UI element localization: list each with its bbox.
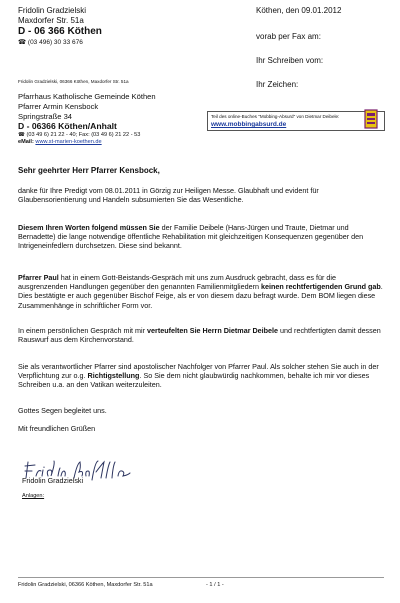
recipient-line2: Pfarrer Armin Kensbock — [18, 102, 99, 111]
paragraph-2 — [18, 223, 384, 251]
sender-phone: ☎ (03 496) 30 33 676 — [18, 39, 83, 46]
recipient-city: D - 06366 Köthen/Anhalt — [18, 121, 117, 131]
signature-name: Fridolin Gradzielski — [22, 476, 84, 485]
sender-name: Fridolin Gradzielski — [18, 6, 87, 15]
paragraph-5-bold: Richtigstellung — [87, 371, 140, 381]
recipient-phone: ☎ (03 49 6) 21 22 - 40; Fax: (03 49 6) 21 22 - 53 — [18, 132, 141, 138]
paragraph-4-text-2: und rechtfertigten damit dessen Rauswurf aus dem Kirchenvorstand. — [18, 326, 381, 345]
attachments-label: Anlagen: — [22, 493, 45, 499]
paragraph-2-text: der Familie Deibele (Hans-Jürgen und Traute, Dietmar und Bernadette) die lange notwendige öffentliche Rehabilitation mit gleichzeitigen Konsequenzen gegenüber den Intrigeneinfedlern durchsetzen. Diese sind bekannt. — [18, 223, 364, 251]
fax-label: vorab per Fax am: — [256, 32, 321, 41]
salutation: Sehr geehrter Herr Pfarrer Kensbock, — [18, 166, 160, 175]
email-link[interactable]: www.st-marien-koethen.de — [35, 139, 102, 145]
paragraph-3-bold-2: keinen rechtfertigenden Grund gab — [260, 282, 381, 292]
book-icon — [363, 108, 379, 130]
paragraph-1: danke für Ihre Predigt vom 08.01.2011 in Görzig zur Heiligen Messe. Glaubhaft und evident für Glaubensorientierung und Handeln subsumierten Sie das Wesentliche. — [18, 186, 319, 205]
closing-blessing: Gottes Segen begleitet uns. — [18, 406, 107, 415]
email-label: eMail: — [18, 139, 34, 145]
paragraph-4 — [18, 326, 384, 344]
paragraph-3 — [18, 273, 384, 310]
recipient-line3: Springstraße 34 — [18, 112, 73, 121]
your-ref-label: Ihr Zeichen: — [256, 80, 299, 89]
paragraph-3-text-1: hat in einem Gott-Beistands-Gespräch mit uns zum Ausdruck gebracht, dass es für die ausgrenzenden Handlungen gegenüber den genannten Familienmitgliedern — [18, 273, 336, 292]
your-letter-label: Ihr Schreiben vom: — [256, 56, 324, 65]
recipient-email-row — [18, 139, 102, 145]
book-box-text: Teil des online-Buches "Mobbing-Absurd" von Dietmar Deibele: — [211, 114, 340, 119]
closing-regards: Mit freundlichen Grüßen — [18, 424, 96, 433]
sender-street: Maxdorfer Str. 51a — [18, 16, 84, 25]
letter-date: Köthen, den 09.01.2012 — [256, 6, 342, 15]
paragraph-5 — [18, 362, 384, 390]
paragraph-4-bold: verteufelten Sie Herrn Dietmar Deibele — [147, 326, 279, 335]
paragraph-3-bold-1: Pfarrer Paul — [18, 273, 59, 282]
paragraph-4-text-1: In einem persönlichen Gespräch mit mir — [18, 326, 148, 335]
footer-page-number: - 1 / 1 - — [206, 582, 224, 588]
paragraph-5-text-2: . So Sie dem nicht glaubwürdig nachkommen, behalte ich mir vor dieses Schreiben u.a. an den Vatikan weiterzuleiten. — [18, 371, 370, 390]
footer-divider — [18, 577, 384, 578]
recipient-line1: Pfarrhaus Katholische Gemeinde Köthen — [18, 92, 156, 101]
footer-address: Fridolin Gradzielski, 06366 Köthen, Maxdorfer Str. 51a — [18, 582, 153, 588]
sender-city: D - 06 366 Köthen — [18, 26, 102, 37]
paragraph-3-text-2: . Dies bestätigte er auch gegenüber Bischof Feige, als er von diesem dazu befragt wurde. Dem BOM liegen diese Zusammenhänge in schriftlicher Form vor. — [18, 282, 383, 310]
paragraph-2-bold: Diesem Ihren Worten folgend müssen Sie — [18, 223, 160, 232]
book-info-box — [207, 111, 385, 131]
book-box-link[interactable]: www.mobbingabsurd.de — [211, 121, 287, 128]
paragraph-5-text-1: Sie als verantwortlicher Pfarrer sind apostolischer Nachfolger von Pfarrer Paul. Als solcher stehen Sie auch in der Verpflichtung zur o.g. — [18, 362, 379, 381]
return-address-line: Fridolin Gradzielski, 06366 Köthen, Maxdorfer Str. 51a — [18, 79, 129, 84]
